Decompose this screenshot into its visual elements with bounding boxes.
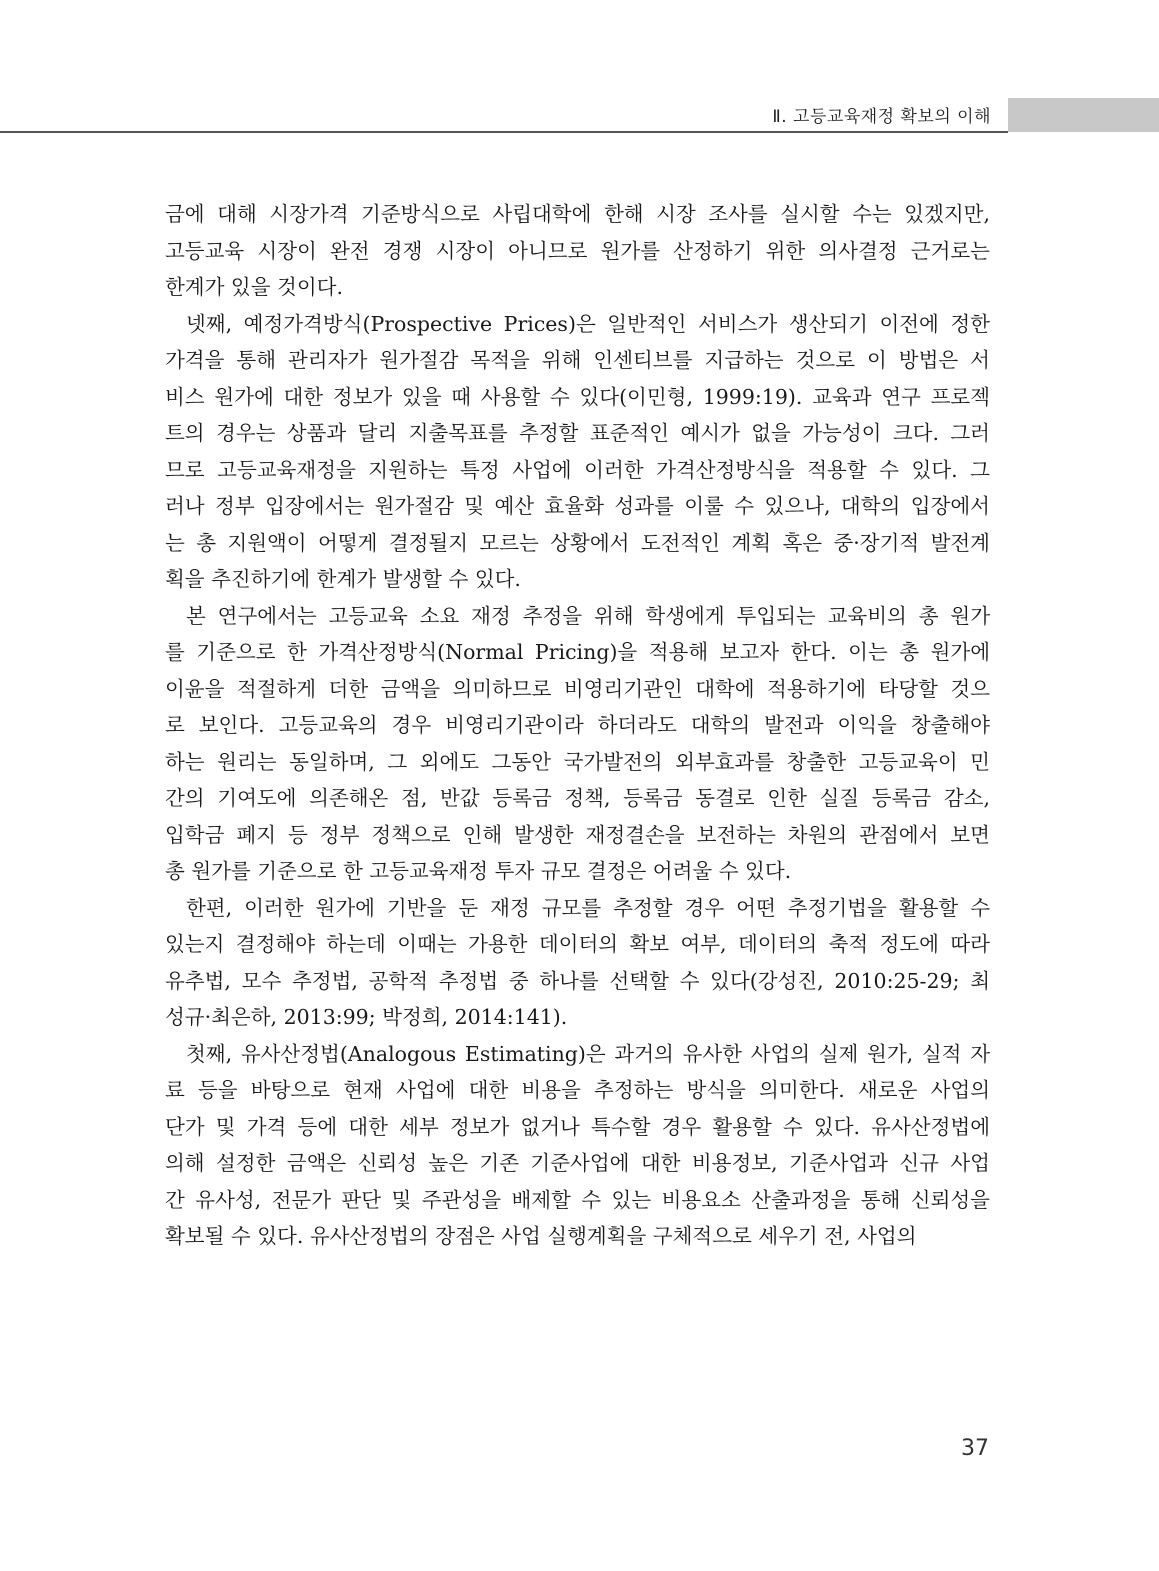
text-line: 첫째, 유사산정법(Analogous Estimating)은 과거의 유사한 사업의 실제 원가, 실적 자 xyxy=(186,1041,990,1066)
text-line: 한계가 있을 것이다. xyxy=(165,275,343,299)
running-header xyxy=(0,98,1159,134)
text-line: 가격을 통해 관리자가 원가절감 목적을 위해 인센티브를 지급하는 것으로 이 방법은 서 xyxy=(165,348,990,372)
text-line: 트의 경우는 상품과 달리 지출목표를 추정할 표준적인 예시가 없을 가능성이 크다. 그러 xyxy=(165,421,990,445)
text-line: 금에 대해 시장가격 기준방식으로 사립대학에 한해 시장 조사를 실시할 수는 있겠지만, xyxy=(165,202,990,226)
text-line: 본 연구에서는 고등교육 소요 재정 추정을 위해 학생에게 투입되는 교육비의 총 원가 xyxy=(186,603,990,628)
section-title: Ⅱ. 고등교육재정 확보의 이해 xyxy=(772,107,991,127)
text-line: 유추법, 모수 추정법, 공학적 추정법 중 하나를 선택할 수 있다(강성진, 2010:25-29; 최 xyxy=(165,968,990,993)
page-number: 37 xyxy=(961,1436,989,1461)
text-line: 총 원가를 기준으로 한 고등교육재정 투자 규모 결정은 어려울 수 있다. xyxy=(165,859,792,883)
text-line: 를 기준으로 한 가격산정방식(Normal Pricing)을 적용해 보고자 한다. 이는 총 원가에 xyxy=(165,640,990,664)
text-line: 비스 원가에 대한 정보가 있을 때 사용할 수 있다(이민형, 1999:19). 교육과 연구 프로젝 xyxy=(165,384,990,409)
text-line: 확보될 수 있다. 유사산정법의 장점은 사업 실행계획을 구체적으로 세우기 전, 사업의 xyxy=(165,1224,917,1248)
text-line: 단가 및 가격 등에 대한 세부 정보가 없거나 특수할 경우 활용할 수 있다. 유사산정법에 xyxy=(165,1114,990,1139)
text-line: 간의 기여도에 의존해온 점, 반값 등록금 정책, 등록금 동결로 인한 실질 등록금 감소, xyxy=(165,786,990,810)
text-line: 이윤을 적절하게 더한 금액을 의미하므로 비영리기관인 대학에 적용하기에 타당할 것으 xyxy=(165,676,990,701)
text-line: 는 총 지원액이 어떻게 결정될지 모르는 상황에서 도전적인 계획 혹은 중·장기적 발전계 xyxy=(165,530,990,555)
text-line: 하는 원리는 동일하며, 그 외에도 그동안 국가발전의 외부효과를 창출한 고등교육이 민 xyxy=(165,749,990,774)
text-line: 고등교육 시장이 완전 경쟁 시장이 아니므로 원가를 산정하기 위한 의사결정 근거로는 xyxy=(165,238,990,263)
text-line: 획을 추진하기에 한계가 발생할 수 있다. xyxy=(165,567,521,591)
text-line: 입학금 폐지 등 정부 정책으로 인해 발생한 재정결손을 보전하는 차원의 관점에서 보면 xyxy=(165,822,990,847)
header-rule xyxy=(0,131,1008,133)
text-line: 의해 설정한 금액은 신뢰성 높은 기존 기준사업에 대한 비용정보, 기준사업과 신규 사업 xyxy=(165,1151,990,1175)
header-tab-block xyxy=(1008,98,1159,132)
text-line: 료 등을 바탕으로 현재 사업에 대한 비용을 추정하는 방식을 의미한다. 새로운 사업의 xyxy=(165,1078,990,1102)
body-text xyxy=(165,196,990,1255)
text-line: 간 유사성, 전문가 판단 및 주관성을 배제할 수 있는 비용요소 산출과정을 통해 신뢰성을 xyxy=(165,1187,990,1212)
text-line: 로 보인다. 고등교육의 경우 비영리기관이라 하더라도 대학의 발전과 이익을 창출해야 xyxy=(165,713,990,737)
text-line: 성규·최은하, 2013:99; 박정희, 2014:141). xyxy=(165,1005,568,1029)
text-line: 러나 정부 입장에서는 원가절감 및 예산 효율화 성과를 이룰 수 있으나, 대학의 입장에서 xyxy=(165,494,990,518)
text-line: 한편, 이러한 원가에 기반을 둔 재정 규모를 추정할 경우 어떤 추정기법을 활용할 수 xyxy=(186,895,990,920)
text-line: 므로 고등교육재정을 지원하는 특정 사업에 이러한 가격산정방식을 적용할 수 있다. 그 xyxy=(165,457,990,482)
text-line: 넷째, 예정가격방식(Prospective Prices)은 일반적인 서비스가 생산되기 이전에 정한 xyxy=(186,311,990,336)
text-line: 있는지 결정해야 하는데 이때는 가용한 데이터의 확보 여부, 데이터의 축적 정도에 따라 xyxy=(165,932,990,956)
